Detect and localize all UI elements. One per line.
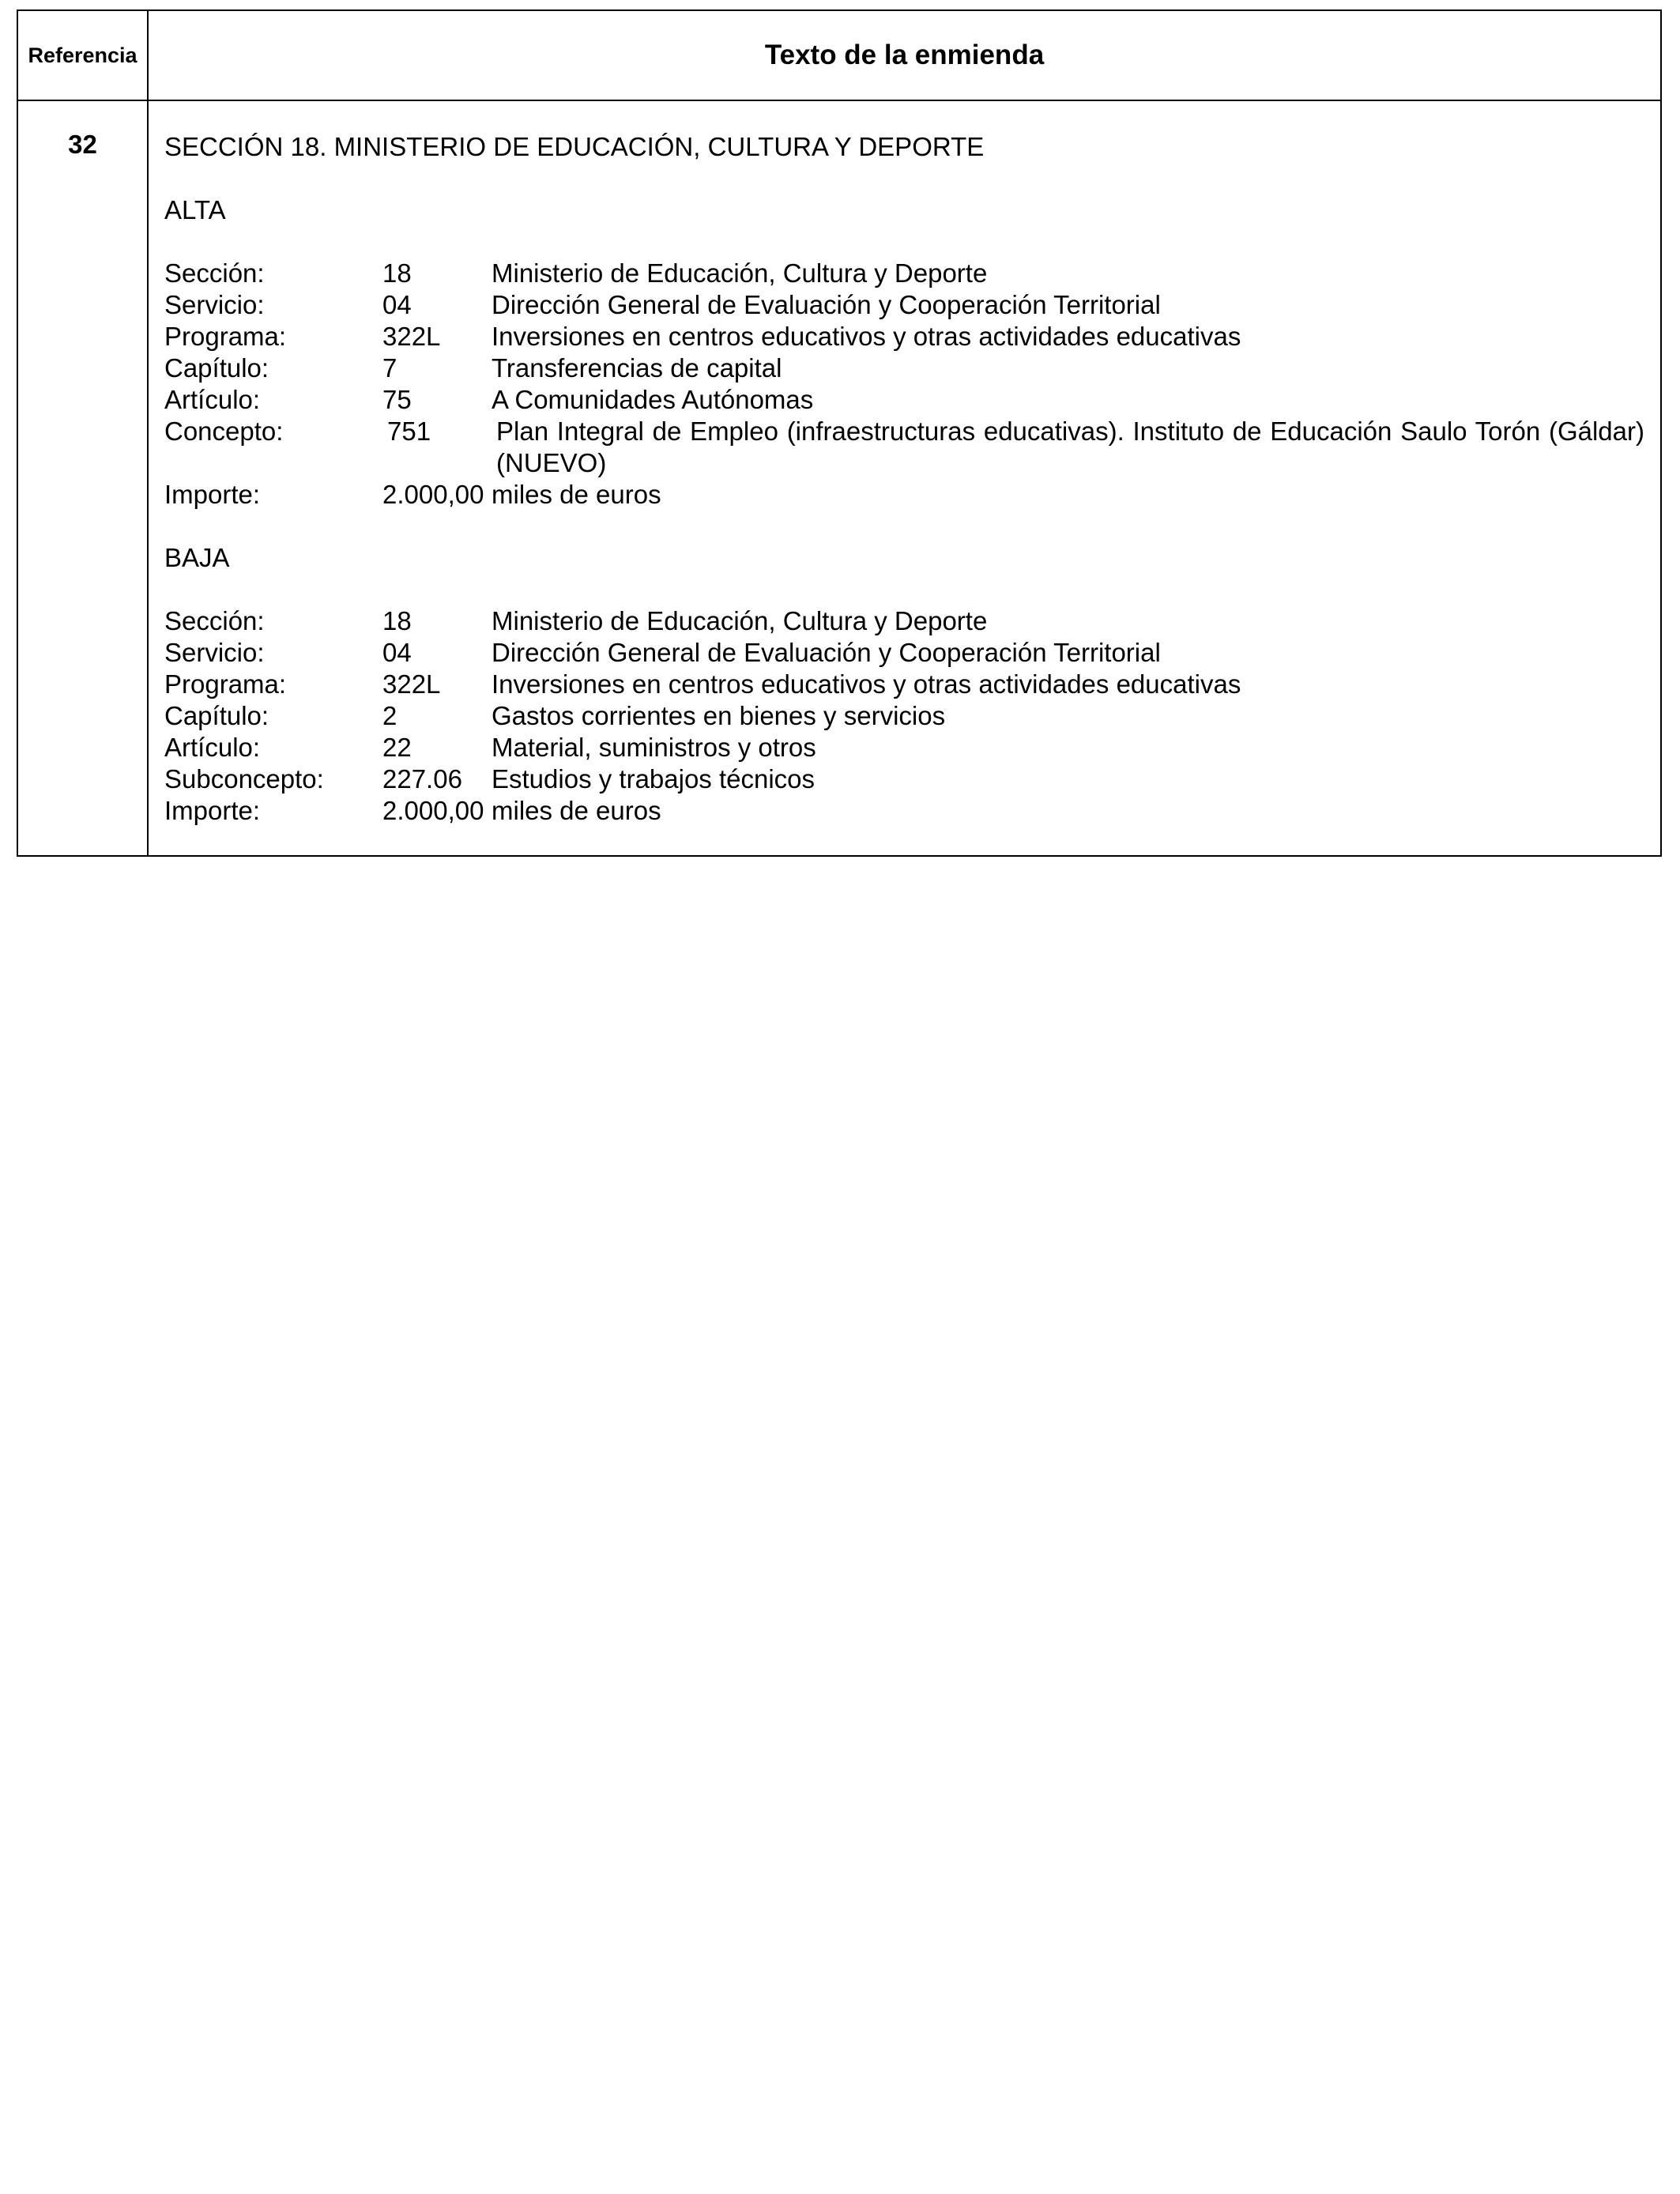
line-key: Programa:: [164, 322, 287, 351]
table-row: [18, 101, 1660, 855]
alta-line: [164, 258, 1644, 289]
line-code: 2.000,00: [382, 796, 484, 825]
baja-line: [164, 669, 1644, 700]
baja-line: [164, 700, 1644, 732]
line-desc: Estudios y trabajos técnicos: [492, 764, 816, 794]
line-code: 22: [382, 733, 412, 762]
baja-title: BAJA: [164, 543, 230, 572]
line-code: 227.06: [382, 764, 462, 794]
line-key: Programa:: [164, 669, 287, 699]
amendment-table: [17, 9, 1662, 857]
line-desc: miles de euros: [492, 480, 661, 509]
line-desc: Ministerio de Educación, Cultura y Deporte: [492, 606, 988, 635]
amendment-text-column-header: Texto de la enmienda: [764, 40, 1045, 70]
line-desc: miles de euros: [492, 796, 661, 825]
section-heading: SECCIÓN 18. MINISTERIO DE EDUCACIÓN, CULTURA Y DEPORTE: [164, 132, 985, 161]
line-key: Artículo:: [164, 385, 261, 414]
reference-column-header: Referencia: [18, 11, 149, 100]
alta-block: [164, 194, 1644, 511]
line-desc: Inversiones en centros educativos y otras actividades educativas: [492, 669, 1241, 699]
line-desc: Gastos corrientes en bienes y servicios: [492, 701, 946, 730]
baja-line: [164, 795, 1644, 827]
line-key: Servicio:: [164, 290, 265, 319]
line-code: 7: [382, 353, 397, 383]
alta-line: [164, 352, 1644, 384]
line-code: 2: [382, 701, 397, 730]
reference-number: 32: [18, 101, 149, 855]
line-code: 75: [382, 385, 412, 414]
alta-line: [164, 321, 1644, 352]
baja-line: [164, 732, 1644, 763]
line-desc: Transferencias de capital: [492, 353, 782, 383]
baja-line: [164, 763, 1644, 795]
line-key: Servicio:: [164, 638, 265, 667]
alta-title: ALTA: [164, 195, 226, 224]
line-key: Concepto:: [164, 417, 284, 446]
baja-line: [164, 637, 1644, 669]
line-desc: Ministerio de Educación, Cultura y Deporte: [492, 258, 988, 288]
line-key: Artículo:: [164, 733, 261, 762]
line-key: Sección:: [164, 606, 265, 635]
line-desc: Material, suministros y otros: [492, 733, 816, 762]
line-code: 2.000,00: [382, 480, 484, 509]
alta-line: [164, 289, 1644, 321]
line-key: Importe:: [164, 480, 261, 509]
line-key: Sección:: [164, 258, 265, 288]
line-key: Capítulo:: [164, 353, 269, 383]
line-desc: Plan Integral de Empleo (infraestructuras educativas). Instituto de Educación Saulo Torón (Gáldar) (NUEVO): [496, 417, 1644, 477]
line-key: Subconcepto:: [164, 764, 324, 794]
line-code: 322L: [382, 669, 441, 699]
line-code: 04: [382, 290, 412, 319]
line-desc: A Comunidades Autónomas: [492, 385, 814, 414]
line-code: 04: [382, 638, 412, 667]
alta-line: [164, 479, 1644, 511]
baja-block: [164, 542, 1644, 827]
line-key: Capítulo:: [164, 701, 269, 730]
baja-line: [164, 605, 1644, 637]
amendment-text-cell: [149, 101, 1660, 855]
line-code: 751: [387, 417, 431, 446]
alta-line: [164, 416, 1644, 479]
line-code: 322L: [382, 322, 441, 351]
line-code: 18: [382, 258, 412, 288]
alta-line: [164, 384, 1644, 416]
line-key: Importe:: [164, 796, 261, 825]
line-desc: Dirección General de Evaluación y Cooperación Territorial: [492, 290, 1161, 319]
line-desc: Inversiones en centros educativos y otras actividades educativas: [492, 322, 1241, 351]
line-code: 18: [382, 606, 412, 635]
table-header-row: [18, 11, 1660, 101]
line-desc: Dirección General de Evaluación y Cooperación Territorial: [492, 638, 1161, 667]
